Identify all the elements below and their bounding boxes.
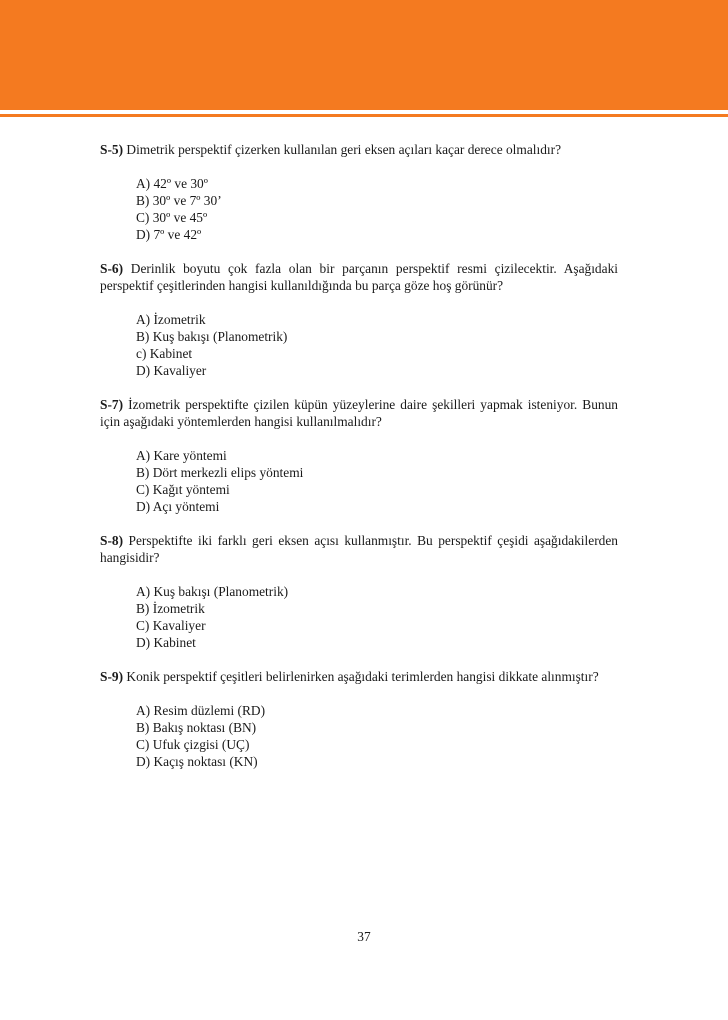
option: C) 30º ve 45º [136,210,208,225]
question-body: İzometrik perspektifte çizilen küpün yüzeylerine daire şekilleri yapmak isteniyor. Bunun için aşağıdaki yöntemlerden hangisi kullanılmalıdır? [100,397,618,429]
question-text [100,532,618,566]
question-s6 [100,260,618,379]
question-number: S-9) [100,669,124,684]
option: C) Ufuk çizgisi (UÇ) [136,737,250,752]
option: A) Kuş bakışı (Planometrik) [136,584,289,599]
options-list [100,175,618,243]
question-number: S-6) [100,261,124,276]
option: c) Kabinet [136,346,193,361]
question-body: Konik perspektif çeşitleri belirlenirken aşağıdaki terimlerden hangisi dikkate alınmıştır? [123,669,599,684]
page-number: 37 [357,929,371,944]
question-s8 [100,532,618,651]
option: C) Kavaliyer [136,618,206,633]
option: D) Açı yöntemi [136,499,220,514]
option: D) Kaçış noktası (KN) [136,754,258,769]
options-list [100,447,618,515]
options-list [100,311,618,379]
header-banner [0,0,728,110]
option: A) 42º ve 30º [136,176,208,191]
option: A) Kare yöntemi [136,448,227,463]
option: B) Bakış noktası (BN) [136,720,257,735]
option: B) 30º ve 7º 30’ [136,193,222,208]
option: A) İzometrik [136,312,206,327]
question-body: Dimetrik perspektif çizerken kullanılan geri eksen açıları kaçar derece olmalıdır? [123,142,562,157]
option: A) Resim düzlemi (RD) [136,703,266,718]
option: B) İzometrik [136,601,205,616]
options-list [100,702,618,770]
question-number: S-5) [100,142,124,157]
question-list [100,141,618,787]
question-body: Derinlik boyutu çok fazla olan bir parçanın perspektif resmi çizilecektir. Aşağıdaki perspektif çeşitlerinden hangisi kullanıldığında bu parça göze hoş görünür? [100,261,618,293]
question-number: S-7) [100,397,124,412]
option: D) Kavaliyer [136,363,207,378]
question-text [100,260,618,294]
option: B) Kuş bakışı (Planometrik) [136,329,288,344]
option: D) 7º ve 42º [136,227,202,242]
question-s9 [100,668,618,770]
question-text [100,396,618,430]
question-text [100,141,618,158]
option: D) Kabinet [136,635,196,650]
question-number: S-8) [100,533,124,548]
options-list [100,583,618,651]
question-s7 [100,396,618,515]
option: C) Kağıt yöntemi [136,482,230,497]
question-s5 [100,141,618,243]
question-text [100,668,618,685]
option: B) Dört merkezli elips yöntemi [136,465,304,480]
header-divider [0,114,728,117]
question-body: Perspektifte iki farklı geri eksen açısı kullanmıştır. Bu perspektif çeşidi aşağıdakilerden hangisidir? [100,533,618,565]
